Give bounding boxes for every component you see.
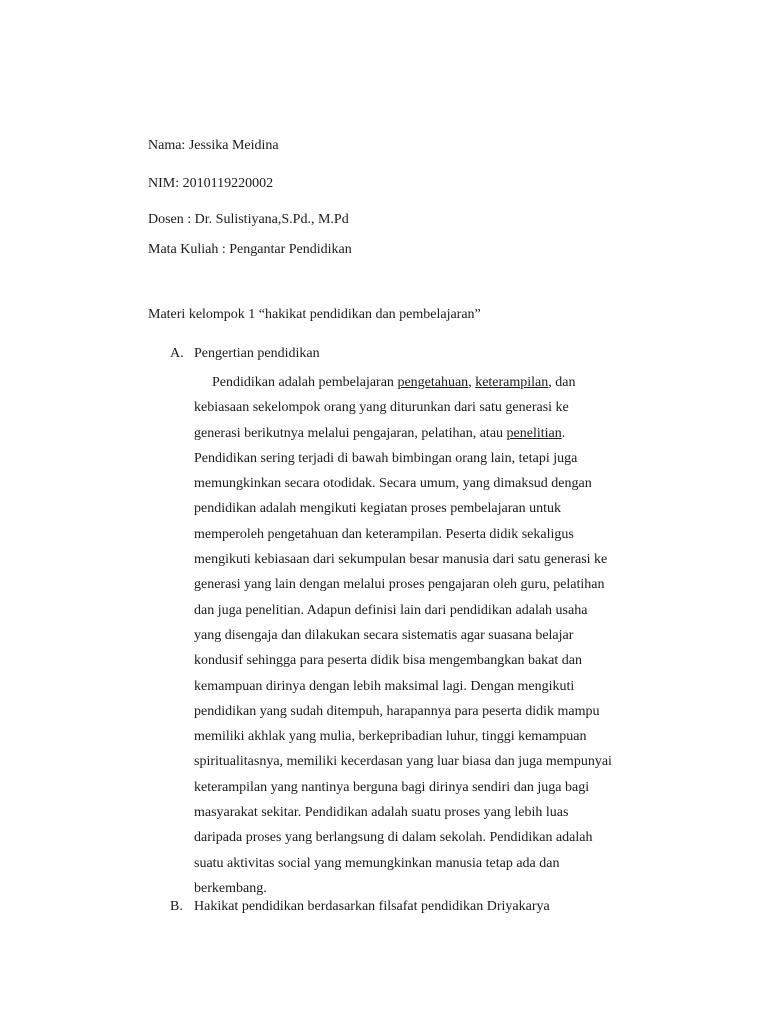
- section-a-heading: Pengertian pendidikan: [194, 346, 320, 361]
- paragraph-line: [194, 421, 650, 446]
- section-a-letter: A.: [170, 346, 184, 361]
- paragraph-line: masyarakat sekitar. Pendidikan adalah suatu proses yang lebih luas: [194, 805, 569, 821]
- student-name: Nama: Jessika Meidina: [148, 138, 279, 153]
- course-name: Mata Kuliah : Pengantar Pendidikan: [148, 242, 352, 257]
- text-run: generasi berikutnya melalui pengajaran, pelatihan, atau: [194, 425, 507, 441]
- student-nim: NIM: 2010119220002: [148, 176, 274, 191]
- text-run: , dan: [548, 375, 576, 390]
- paragraph-line: suatu aktivitas social yang memungkinkan manusia tetap ada dan: [194, 855, 560, 871]
- paragraph-line: memungkinkan secara otodidak. Secara umum, yang dimaksud dengan: [194, 476, 592, 492]
- text-run: ,: [468, 375, 476, 390]
- text-run: Pendidikan adalah pembelajaran: [212, 375, 398, 390]
- paragraph-line: pendidikan yang sudah ditempuh, harapannya para peserta didik mampu: [194, 703, 600, 719]
- paragraph-line: dan juga penelitian. Adapun definisi lain dari pendidikan adalah usaha: [194, 602, 588, 618]
- section-b-letter: B.: [170, 899, 183, 914]
- section-b-heading: Hakikat pendidikan berdasarkan filsafat pendidikan Driyakarya: [194, 899, 550, 914]
- paragraph-line: memperoleh pengetahuan dan keterampilan. Peserta didik sekaligus: [194, 526, 574, 542]
- paragraph-line: pendidikan adalah mengikuti kegiatan proses pembelajaran untuk: [194, 501, 561, 517]
- paragraph-line: memiliki akhlak yang mulia, berkepribadian luhur, tinggi kemampuan: [194, 729, 587, 745]
- paragraph-line: kemampuan dirinya dengan lebih maksimal lagi. Dengan mengikuti: [194, 678, 575, 694]
- material-title: Materi kelompok 1 “hakikat pendidikan dan pembelajaran”: [148, 307, 481, 322]
- paragraph-line: generasi yang lain dengan melalui proses pengajaran oleh guru, pelatihan: [194, 577, 605, 593]
- paragraph-line: berkembang.: [194, 880, 267, 896]
- lecturer: Dosen : Dr. Sulistiyana,S.Pd., M.Pd: [148, 212, 349, 227]
- paragraph-line: Pendidikan sering terjadi di bawah bimbingan orang lain, tetapi juga: [194, 450, 578, 466]
- paragraph-line: daripada proses yang berlangsung di dalam sekolah. Pendidikan adalah: [194, 830, 593, 846]
- link-pengetahuan[interactable]: pengetahuan: [397, 375, 469, 390]
- link-penelitian[interactable]: penelitian: [506, 425, 562, 441]
- paragraph-line: kebiasaan sekelompok orang yang diturunkan dari satu generasi ke: [194, 400, 569, 416]
- section-a-body: [194, 370, 650, 901]
- paragraph-line: keterampilan yang nantinya berguna bagi dirinya sendiri dan juga bagi: [194, 779, 590, 795]
- paragraph-line: spiritualitasnya, memiliki kecerdasan yang luar biasa dan juga mempunyai: [194, 754, 612, 770]
- paragraph-line: mengikuti kebiasaan dari sekumpulan besar manusia dari satu generasi ke: [194, 552, 608, 568]
- link-keterampilan[interactable]: keterampilan: [475, 375, 549, 390]
- paragraph-line: kondusif sehingga para peserta didik bisa mengembangkan bakat dan: [194, 653, 582, 669]
- paragraph-line: yang disengaja dan dilakukan secara sistematis agar suasana belajar: [194, 627, 574, 643]
- text-run: .: [561, 425, 566, 441]
- paragraph-line: [194, 370, 650, 395]
